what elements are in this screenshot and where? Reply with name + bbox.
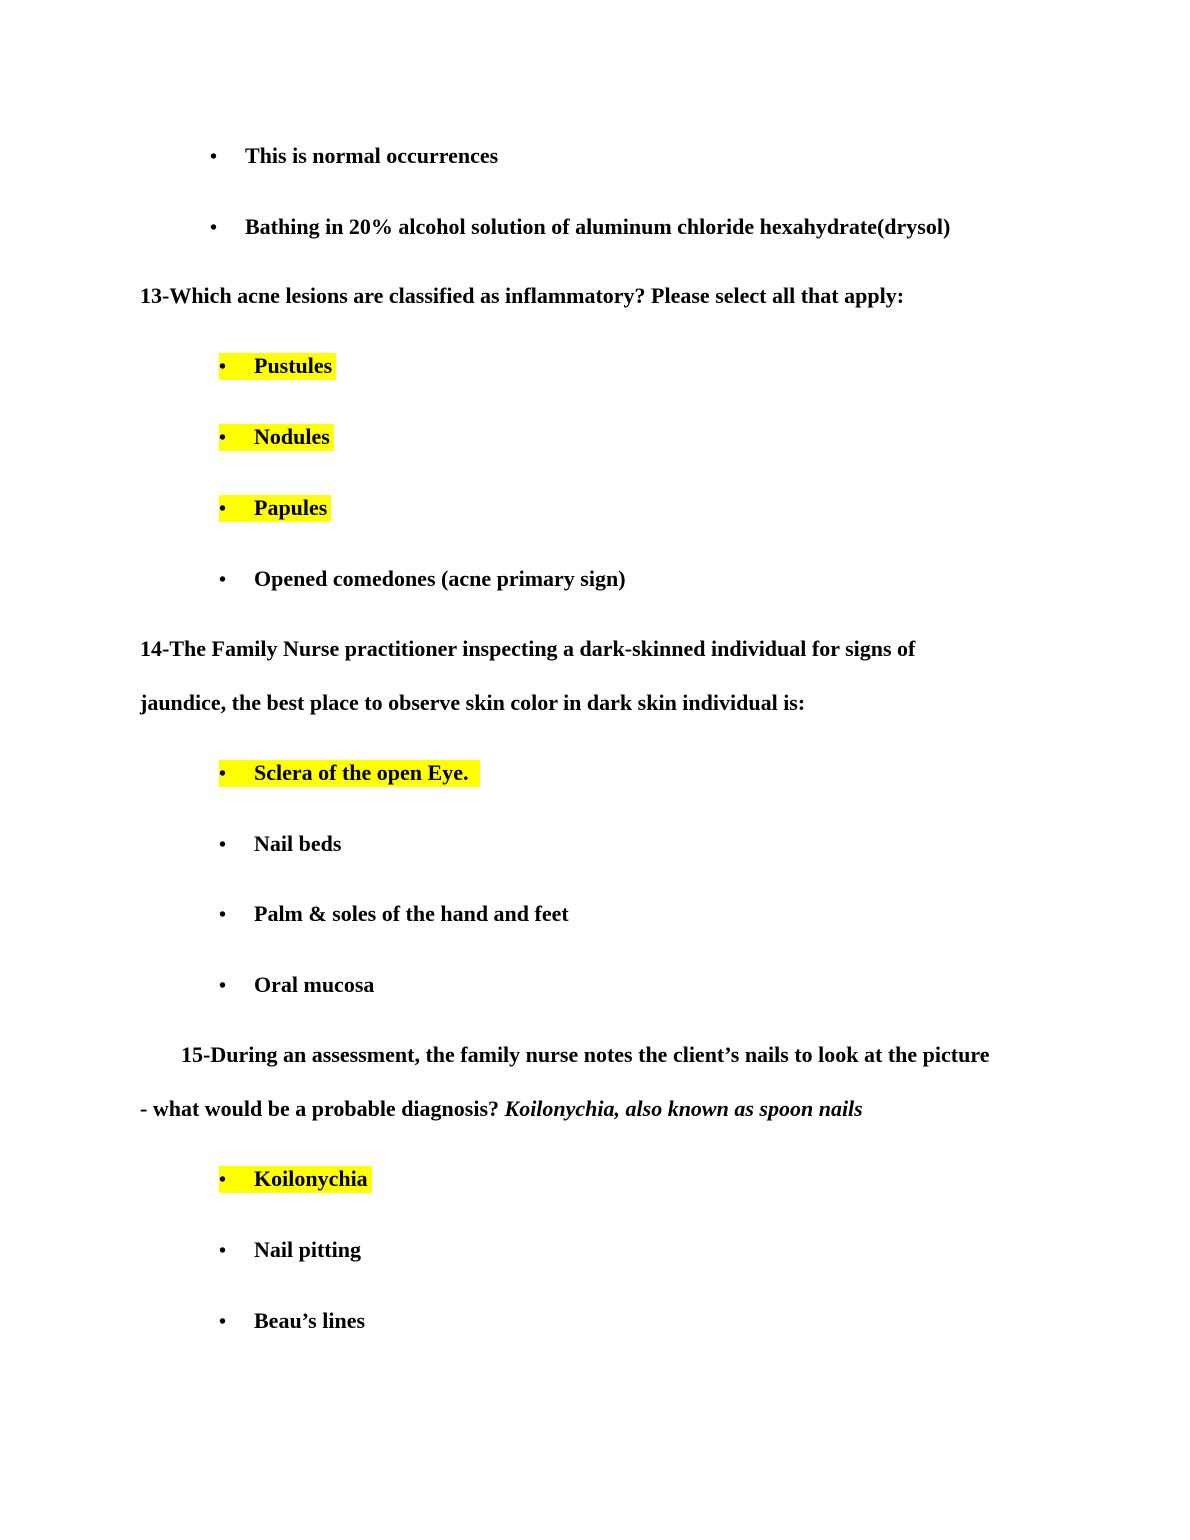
list-item [210, 143, 502, 170]
option-text: Nodules [254, 424, 330, 449]
highlighted-option [219, 760, 480, 787]
bullet-icon: • [219, 498, 227, 520]
option-text: Pustules [254, 353, 333, 378]
list-item [210, 214, 954, 241]
bullet-icon: • [219, 763, 227, 785]
question-14-line-1: 14-The Family Nurse practitioner inspecting a dark-skinned individual for signs of [140, 636, 916, 661]
list-item [219, 566, 630, 593]
bullet-icon: • [219, 569, 227, 591]
list-item [219, 1237, 365, 1264]
list-item [219, 353, 336, 380]
bullet-icon: • [219, 1169, 227, 1191]
option-text: Bathing in 20% alcohol solution of aluminum chloride hexahydrate(drysol) [245, 214, 951, 239]
bullet-icon: • [210, 217, 218, 239]
option-text: This is normal occurrences [245, 143, 499, 168]
list-item [219, 901, 573, 928]
bullet-icon: • [219, 356, 227, 378]
list-item [219, 831, 345, 858]
list-item [219, 495, 331, 522]
question-15-line-2 [140, 1096, 863, 1122]
option-text: Sclera of the open Eye. [254, 760, 469, 785]
highlighted-option [219, 424, 334, 451]
highlighted-option [219, 1166, 372, 1193]
highlighted-option [219, 495, 331, 522]
list-item [219, 972, 378, 999]
question-13: 13-Which acne lesions are classified as inflammatory? Please select all that apply: [140, 283, 905, 308]
bullet-icon: • [210, 146, 218, 168]
bullet-icon: • [219, 1240, 227, 1262]
option-text: Opened comedones (acne primary sign) [254, 566, 626, 591]
option-text: Koilonychia [254, 1166, 368, 1191]
bullet-icon: • [219, 834, 227, 856]
question-14-line-2: jaundice, the best place to observe skin color in dark skin individual is: [140, 690, 806, 715]
list-item [219, 1308, 369, 1335]
bullet-icon: • [219, 904, 227, 926]
question-15-line-1: 15-During an assessment, the family nurse notes the client’s nails to look at the picture [181, 1042, 990, 1067]
option-text: Palm & soles of the hand and feet [254, 901, 569, 926]
bullet-icon: • [219, 427, 227, 449]
answer-note: Koilonychia, also known as spoon nails [504, 1096, 863, 1121]
list-item [219, 760, 480, 787]
question-15-text: - what would be a probable diagnosis? [140, 1096, 500, 1121]
bullet-icon: • [219, 1311, 227, 1333]
highlighted-option [219, 353, 336, 380]
option-text: Nail pitting [254, 1237, 361, 1262]
option-text: Beau’s lines [254, 1308, 366, 1333]
bullet-icon: • [219, 975, 227, 997]
option-text: Oral mucosa [254, 972, 375, 997]
option-text: Papules [254, 495, 328, 520]
option-text: Nail beds [254, 831, 342, 856]
list-item [219, 1166, 372, 1193]
list-item [219, 424, 334, 451]
